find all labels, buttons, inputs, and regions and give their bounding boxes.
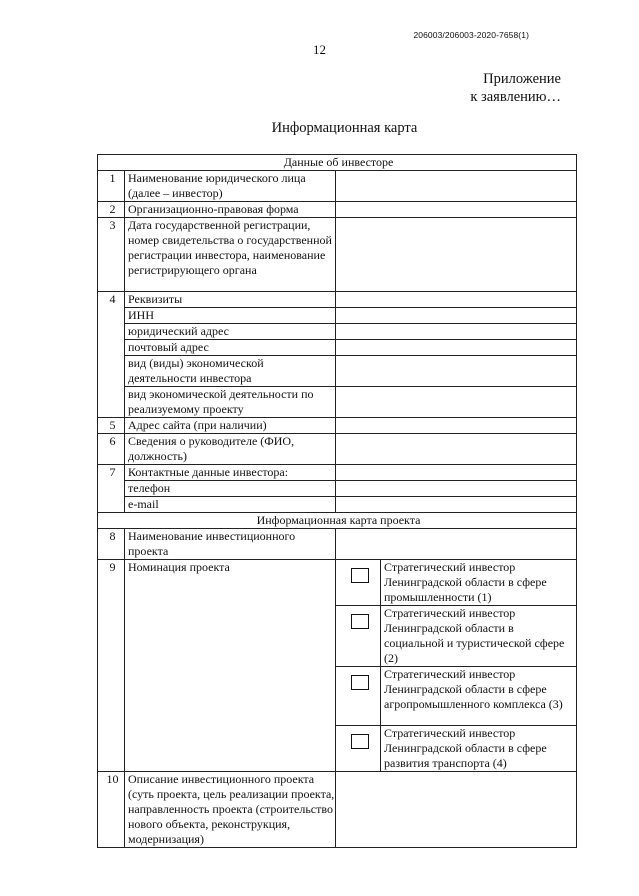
information-card-table: [97, 154, 577, 848]
document-id: 206003/206003-2020-7658(1): [413, 30, 529, 40]
row-label: Наименование юридического лица (далее – инвестор): [125, 171, 336, 202]
table-row: [98, 465, 577, 481]
value-cell[interactable]: [336, 308, 577, 324]
section-header-investor: Данные об инвесторе: [98, 155, 577, 171]
value-cell[interactable]: [336, 434, 577, 465]
value-cell[interactable]: [336, 465, 577, 481]
value-cell[interactable]: [336, 772, 577, 848]
table-row: [98, 202, 577, 218]
table-row: [98, 418, 577, 434]
row-label: Номинация проекта: [125, 560, 336, 772]
row-label: Организационно-правовая форма: [125, 202, 336, 218]
value-cell[interactable]: [336, 529, 577, 560]
nomination-option-1-cell[interactable]: [336, 560, 381, 606]
checkbox[interactable]: [351, 734, 369, 749]
value-cell[interactable]: [336, 202, 577, 218]
row-number: 10: [98, 772, 125, 848]
value-cell[interactable]: [336, 481, 577, 497]
row-number: 2: [98, 202, 125, 218]
table-row: [98, 772, 577, 848]
table-row: [98, 434, 577, 465]
value-cell[interactable]: [336, 324, 577, 340]
nomination-option-2: Стратегический инвестор Ленинградской области в социальной и туристической сфере (2): [381, 606, 577, 667]
row-number: 5: [98, 418, 125, 434]
table-row: [98, 356, 577, 387]
appendix-line-2: к заявлению…: [470, 89, 561, 105]
table-row: [98, 218, 577, 292]
value-cell[interactable]: [336, 356, 577, 387]
nomination-option-3: Стратегический инвестор Ленинградской области в сфере агропромышленного комплекса (3): [381, 667, 577, 726]
row-label: Описание инвестиционного проекта (суть проекта, цель реализации проекта, направленность проекта (строительство нового объекта, реконструкция, модернизация): [125, 772, 336, 848]
value-cell[interactable]: [336, 418, 577, 434]
nomination-option-1: Стратегический инвестор Ленинградской области в сфере промышленности (1): [381, 560, 577, 606]
table-row: [98, 292, 577, 308]
sub-label-legal-address: юридический адрес: [125, 324, 336, 340]
table-row: [98, 560, 577, 606]
sub-label-inn: ИНН: [125, 308, 336, 324]
checkbox[interactable]: [351, 568, 369, 583]
table-row: [98, 387, 577, 418]
row-number: 1: [98, 171, 125, 202]
value-cell[interactable]: [336, 171, 577, 202]
value-cell[interactable]: [336, 292, 577, 308]
row-label: Дата государственной регистрации, номер свидетельства о государственной регистрации инвестора, наименование регистрирующего органа: [125, 218, 336, 292]
nomination-option-3-cell[interactable]: [336, 667, 381, 726]
sub-label-phone: телефон: [125, 481, 336, 497]
table-row: [98, 481, 577, 497]
nomination-option-4-cell[interactable]: [336, 726, 381, 772]
value-cell[interactable]: [336, 218, 577, 292]
appendix-note: [470, 70, 561, 106]
checkbox[interactable]: [351, 614, 369, 629]
row-number: 8: [98, 529, 125, 560]
row-label: Адрес сайта (при наличии): [125, 418, 336, 434]
appendix-line-1: Приложение: [483, 71, 561, 87]
table-row: [98, 308, 577, 324]
sub-label-activity-types: вид (виды) экономической деятельности инвестора: [125, 356, 336, 387]
row-label: Реквизиты: [125, 292, 336, 308]
row-number: 6: [98, 434, 125, 465]
value-cell[interactable]: [336, 497, 577, 513]
value-cell[interactable]: [336, 387, 577, 418]
row-label: Контактные данные инвестора:: [125, 465, 336, 481]
row-number: 4: [98, 292, 125, 418]
checkbox[interactable]: [351, 675, 369, 690]
row-number: 7: [98, 465, 125, 513]
row-number: 9: [98, 560, 125, 772]
table-row: [98, 529, 577, 560]
table-row: [98, 497, 577, 513]
nomination-option-4: Стратегический инвестор Ленинградской области в сфере развития транспорта (4): [381, 726, 577, 772]
nomination-option-2-cell[interactable]: [336, 606, 381, 667]
table-row: [98, 324, 577, 340]
sub-label-project-activity: вид экономической деятельности по реализуемому проекту: [125, 387, 336, 418]
row-label: Сведения о руководителе (ФИО, должность): [125, 434, 336, 465]
table-row: [98, 340, 577, 356]
page-title: Информационная карта: [271, 120, 418, 136]
sub-label-email: e-mail: [125, 497, 336, 513]
page-number: 12: [313, 42, 326, 57]
value-cell[interactable]: [336, 340, 577, 356]
sub-label-postal-address: почтовый адрес: [125, 340, 336, 356]
row-number: 3: [98, 218, 125, 292]
row-label: Наименование инвестиционного проекта: [125, 529, 336, 560]
section-header-project: Информационная карта проекта: [98, 513, 577, 529]
table-row: [98, 171, 577, 202]
